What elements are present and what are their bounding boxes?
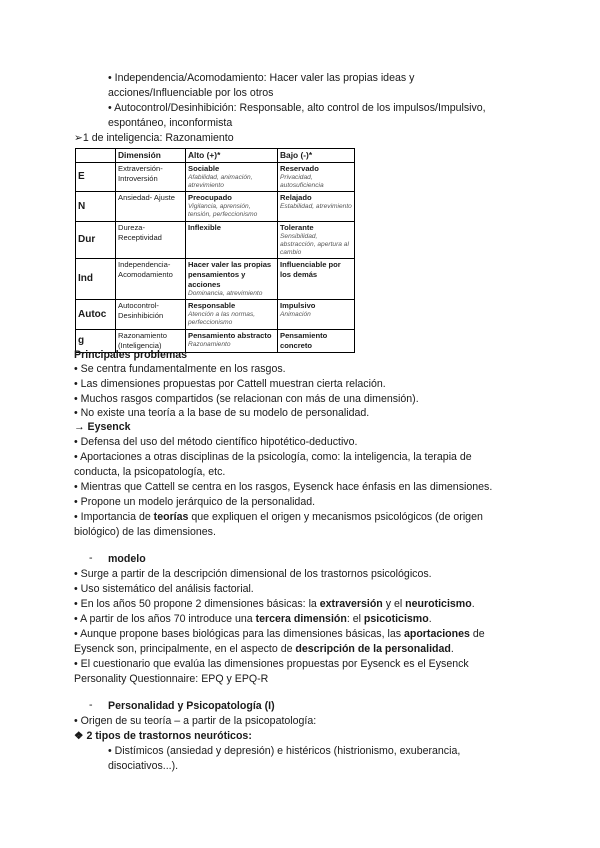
dimension-name: Extraversión- Introversión [116, 163, 186, 192]
low-pole-label: Tolerante [280, 223, 314, 232]
trait-bullet-autocontrol-cont: espontáneo, inconformista [108, 117, 233, 129]
low-pole-label: Impulsivo [280, 301, 316, 310]
low-pole-cell [278, 330, 355, 353]
high-pole-cell [186, 222, 278, 259]
eysenck-theories-item: • Importancia de teorías que expliquen el origen y mecanismos psicológicos (de origen [74, 511, 483, 523]
high-pole-cell [186, 163, 278, 192]
eysenck-theories-item-cont: biológico) de las dimensiones. [74, 526, 216, 538]
eysenck-item: • Mientras que Cattell se centra en los rasgos, Eysenck hace énfasis en las dimensiones. [74, 481, 493, 493]
trait-bullet-independencia: • Independencia/Acomodamiento: Hacer valer las propias ideas y [108, 72, 415, 84]
table-header-cell [76, 149, 116, 163]
modelo-item-bases: • Aunque propone bases biológicas para las dimensiones básicas, las aportaciones de [74, 628, 485, 640]
table-row [76, 300, 355, 330]
modelo-item-bases-cont: Eysenck son, principalmente, en el aspecto de descripción de la personalidad. [74, 643, 454, 655]
dimension-code: Autoc [76, 300, 116, 330]
low-pole-label: Relajado [280, 193, 312, 202]
modelo-item: • Uso sistemático del análisis factorial. [74, 583, 254, 595]
high-pole-facets: Razonamiento [188, 341, 231, 348]
low-pole-label: Influenciable por los demás [280, 260, 341, 279]
list-dash: - [89, 699, 93, 711]
dimension-name: Independencia- Acomodamiento [116, 259, 186, 300]
modelo-heading: modelo [108, 553, 146, 565]
modelo-item: • Surge a partir de la descripción dimensional de los trastornos psicológicos. [74, 568, 432, 580]
high-pole-cell [186, 300, 278, 330]
dimension-code: Ind [76, 259, 116, 300]
eysenck-item: • Propone un modelo jerárquico de la personalidad. [74, 496, 316, 508]
low-pole-cell [278, 300, 355, 330]
cattell-dimensions-table [75, 148, 355, 353]
table-header-cell: Alto (+)* [186, 149, 278, 163]
modelo-item-epq-cont: Personality Questionnaire: EPQ y EPQ-R [74, 673, 269, 685]
dimension-name: Dureza- Receptividad [116, 222, 186, 259]
modelo-item-dimension-70: • A partir de los años 70 introduce una tercera dimensión: el psicoticismo. [74, 613, 432, 625]
trait-bullet-autocontrol: • Autocontrol/Desinhibición: Responsable, alto control de los impulsos/Impulsivo, [108, 102, 486, 114]
low-pole-label: Pensamiento concreto [280, 331, 328, 350]
psicopatologia-origin: • Origen de su teoría – a partir de la psicopatología: [74, 715, 317, 727]
problem-item: • No existe una teoría a la base de su modelo de personalidad. [74, 407, 370, 419]
modelo-item-epq: • El cuestionario que evalúa las dimensiones propuestas por Eysenck es el Eysenck [74, 658, 469, 670]
dimension-name: Razonamiento (Inteligencia) [116, 330, 186, 353]
dimension-code: Dur [76, 222, 116, 259]
list-dash: - [89, 552, 93, 564]
modelo-item-dimensions-50: • En los años 50 propone 2 dimensiones básicas: la extraversión y el neuroticismo. [74, 598, 475, 610]
low-pole-label: Reservado [280, 164, 319, 173]
dimension-name: Autocontrol- Desinhibición [116, 300, 186, 330]
problem-item: • Las dimensiones propuestas por Cattell muestran cierta relación. [74, 378, 386, 390]
table-row [76, 192, 355, 222]
table-header-cell: Bajo (-)* [278, 149, 355, 163]
high-pole-label: Pensamiento abstracto [188, 331, 272, 340]
high-pole-facets: Atención a las normas, perfeccionismo [188, 311, 256, 326]
dimension-code: g [76, 330, 116, 353]
dimension-code: E [76, 163, 116, 192]
trait-bullet-independencia-cont: acciones/Influenciable por los otros [108, 87, 274, 99]
low-pole-facets: Sensibilidad, abstracción, apertura al cambio [280, 233, 349, 256]
neurotic-disorders-item-cont: disociativos...). [108, 760, 179, 772]
high-pole-cell [186, 259, 278, 300]
problems-heading: Principales problemas [74, 349, 188, 361]
high-pole-label: Sociable [188, 164, 220, 173]
table-row [76, 163, 355, 192]
low-pole-facets: Animación [280, 311, 311, 318]
psicopatologia-heading: Personalidad y Psicopatología (I) [108, 700, 275, 712]
high-pole-cell [186, 192, 278, 222]
eysenck-heading: → Eysenck [74, 421, 131, 433]
table-row [76, 222, 355, 259]
problem-item: • Se centra fundamentalmente en los rasgos. [74, 363, 286, 375]
dimension-code: N [76, 192, 116, 222]
low-pole-facets: Estabilidad, atrevimiento [280, 203, 352, 210]
table-header-row [76, 149, 355, 163]
problem-item: • Muchos rasgos compartidos (se relacionan con más de una dimensión). [74, 393, 419, 405]
table-header-cell: Dimensión [116, 149, 186, 163]
high-pole-facets: Vigilancia, aprensión, tensión, perfeccionismo [188, 203, 258, 218]
eysenck-item: • Defensa del uso del método científico hipotético-deductivo. [74, 436, 358, 448]
high-pole-facets: Dominancia, atrevimiento [188, 290, 263, 297]
high-pole-cell [186, 330, 278, 353]
eysenck-item: conducta, la psicopatología, etc. [74, 466, 226, 478]
intelligence-line: ➢1 de inteligencia: Razonamiento [74, 132, 234, 144]
dimension-name: Ansiedad- Ajuste [116, 192, 186, 222]
eysenck-item: • Aportaciones a otras disciplinas de la psicología, como: la inteligencia, la terapia de [74, 451, 472, 463]
low-pole-facets: Privacidad, autosuficiencia [280, 174, 324, 189]
high-pole-label: Inflexible [188, 223, 221, 232]
table-row [76, 259, 355, 300]
high-pole-label: Hacer valer las propias pensamientos y acciones [188, 260, 272, 289]
low-pole-cell [278, 192, 355, 222]
neurotic-disorders-heading: ❖ 2 tipos de trastornos neuróticos: [74, 730, 252, 742]
low-pole-cell [278, 163, 355, 192]
low-pole-cell [278, 259, 355, 300]
high-pole-label: Responsable [188, 301, 236, 310]
neurotic-disorders-item: • Distímicos (ansiedad y depresión) e histéricos (histrionismo, exuberancia, [108, 745, 461, 757]
low-pole-cell [278, 222, 355, 259]
high-pole-facets: Afabilidad, animación, atrevimiento [188, 174, 253, 189]
high-pole-label: Preocupado [188, 193, 232, 202]
